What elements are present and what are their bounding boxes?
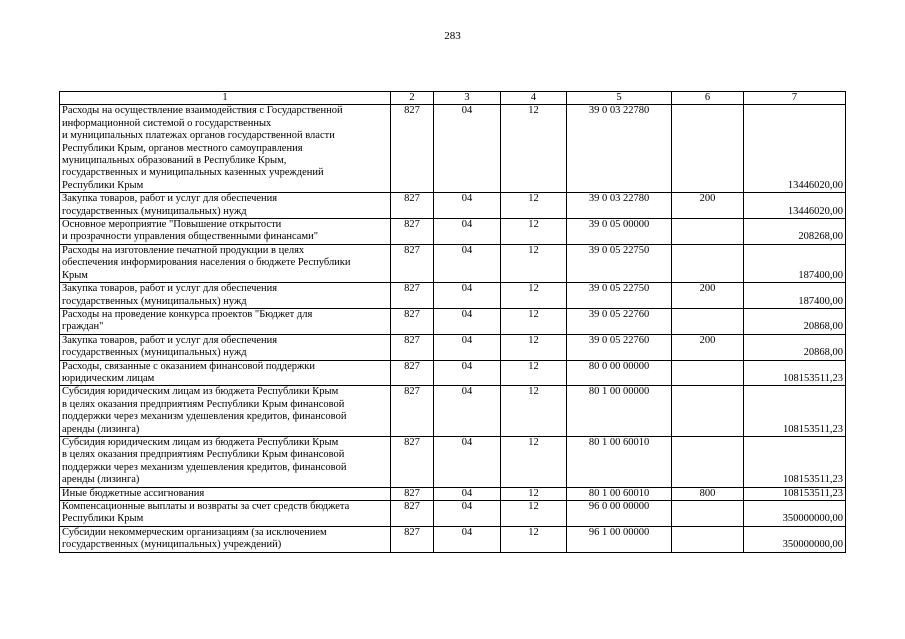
- subsection-code-cell: 12: [501, 244, 567, 282]
- target-article-cell: 39 0 05 22760: [567, 308, 672, 334]
- header-cell: 4: [501, 92, 567, 105]
- expense-name-cell: Иные бюджетные ассигнования: [60, 487, 391, 500]
- expense-name-cell: Расходы на осуществление взаимодействия с Государственной информационной системой о государственных и муниципальных платежах органов государственной власти Республики Крым, органов местного самоуправления муниципальных образований в Республике Крым, государственных и муниципальных казенных учреждений Республики Крым: [60, 105, 391, 193]
- amount-cell: 187400,00: [744, 244, 846, 282]
- expense-type-cell: [672, 244, 744, 282]
- subsection-code-cell: 12: [501, 501, 567, 527]
- target-article-cell: 96 0 00 00000: [567, 501, 672, 527]
- section-code-cell: 04: [434, 526, 501, 552]
- department-code-cell: 827: [391, 501, 434, 527]
- table-row: [60, 193, 846, 219]
- section-code-cell: 04: [434, 219, 501, 245]
- amount-cell: 108153511,23: [744, 360, 846, 386]
- header-cell: 3: [434, 92, 501, 105]
- subsection-code-cell: 12: [501, 193, 567, 219]
- target-article-cell: 39 0 03 22780: [567, 193, 672, 219]
- section-code-cell: 04: [434, 193, 501, 219]
- department-code-cell: 827: [391, 283, 434, 309]
- amount-cell: 350000000,00: [744, 501, 846, 527]
- department-code-cell: 827: [391, 360, 434, 386]
- amount-cell: 13446020,00: [744, 105, 846, 193]
- table-row: [60, 283, 846, 309]
- department-code-cell: 827: [391, 526, 434, 552]
- amount-cell: 20868,00: [744, 334, 846, 360]
- amount-cell: 108153511,23: [744, 386, 846, 437]
- subsection-code-cell: 12: [501, 360, 567, 386]
- subsection-code-cell: 12: [501, 105, 567, 193]
- target-article-cell: 80 1 00 00000: [567, 386, 672, 437]
- department-code-cell: 827: [391, 487, 434, 500]
- department-code-cell: 827: [391, 244, 434, 282]
- department-code-cell: 827: [391, 334, 434, 360]
- subsection-code-cell: 12: [501, 386, 567, 437]
- expense-name-cell: Расходы, связанные с оказанием финансовой поддержки юридическим лицам: [60, 360, 391, 386]
- amount-cell: 13446020,00: [744, 193, 846, 219]
- target-article-cell: 39 0 05 22750: [567, 244, 672, 282]
- amount-cell: 350000000,00: [744, 526, 846, 552]
- expense-type-cell: [672, 105, 744, 193]
- expense-type-cell: 200: [672, 334, 744, 360]
- subsection-code-cell: 12: [501, 334, 567, 360]
- expense-type-cell: [672, 386, 744, 437]
- section-code-cell: 04: [434, 360, 501, 386]
- target-article-cell: 39 0 05 00000: [567, 219, 672, 245]
- section-code-cell: 04: [434, 105, 501, 193]
- target-article-cell: 39 0 05 22750: [567, 283, 672, 309]
- table-row: [60, 334, 846, 360]
- expense-type-cell: [672, 526, 744, 552]
- expense-name-cell: Закупка товаров, работ и услуг для обеспечения государственных (муниципальных) нужд: [60, 334, 391, 360]
- expense-type-cell: 200: [672, 193, 744, 219]
- section-code-cell: 04: [434, 487, 501, 500]
- department-code-cell: 827: [391, 386, 434, 437]
- expense-type-cell: [672, 436, 744, 487]
- expense-name-cell: Субсидии некоммерческим организациям (за исключением государственных (муниципальных) учреждений): [60, 526, 391, 552]
- expense-name-cell: Субсидия юридическим лицам из бюджета Республики Крым в целях оказания предприятиям Республики Крым финансовой поддержки через механизм удешевления кредитов, финансовой аренды (лизинга): [60, 436, 391, 487]
- department-code-cell: 827: [391, 308, 434, 334]
- target-article-cell: 39 0 05 22760: [567, 334, 672, 360]
- expense-type-cell: 200: [672, 283, 744, 309]
- subsection-code-cell: 12: [501, 487, 567, 500]
- header-cell: 6: [672, 92, 744, 105]
- table-row: [60, 244, 846, 282]
- table-header-row: [60, 92, 846, 105]
- header-cell: 5: [567, 92, 672, 105]
- amount-cell: 187400,00: [744, 283, 846, 309]
- expense-type-cell: 800: [672, 487, 744, 500]
- target-article-cell: 39 0 03 22780: [567, 105, 672, 193]
- target-article-cell: 96 1 00 00000: [567, 526, 672, 552]
- table-row: [60, 386, 846, 437]
- amount-cell: 20868,00: [744, 308, 846, 334]
- section-code-cell: 04: [434, 501, 501, 527]
- department-code-cell: 827: [391, 193, 434, 219]
- target-article-cell: 80 1 00 60010: [567, 487, 672, 500]
- expense-type-cell: [672, 308, 744, 334]
- subsection-code-cell: 12: [501, 308, 567, 334]
- table-row: [60, 308, 846, 334]
- section-code-cell: 04: [434, 244, 501, 282]
- table-row: [60, 501, 846, 527]
- section-code-cell: 04: [434, 436, 501, 487]
- header-cell: 7: [744, 92, 846, 105]
- table-row: [60, 105, 846, 193]
- section-code-cell: 04: [434, 334, 501, 360]
- target-article-cell: 80 0 00 00000: [567, 360, 672, 386]
- expense-name-cell: Закупка товаров, работ и услуг для обеспечения государственных (муниципальных) нужд: [60, 193, 391, 219]
- budget-table: [59, 91, 846, 553]
- section-code-cell: 04: [434, 386, 501, 437]
- expense-name-cell: Расходы на проведение конкурса проектов "Бюджет для граждан": [60, 308, 391, 334]
- header-cell: 1: [60, 92, 391, 105]
- expense-type-cell: [672, 501, 744, 527]
- expense-type-cell: [672, 219, 744, 245]
- table-row: [60, 219, 846, 245]
- table-row: [60, 487, 846, 500]
- table-row: [60, 360, 846, 386]
- section-code-cell: 04: [434, 308, 501, 334]
- table-row: [60, 526, 846, 552]
- subsection-code-cell: 12: [501, 436, 567, 487]
- department-code-cell: 827: [391, 436, 434, 487]
- expense-name-cell: Основное мероприятие "Повышение открытости и прозрачности управления общественными финансами": [60, 219, 391, 245]
- department-code-cell: 827: [391, 219, 434, 245]
- expense-type-cell: [672, 360, 744, 386]
- target-article-cell: 80 1 00 60010: [567, 436, 672, 487]
- amount-cell: 108153511,23: [744, 487, 846, 500]
- expense-name-cell: Закупка товаров, работ и услуг для обеспечения государственных (муниципальных) нужд: [60, 283, 391, 309]
- amount-cell: 208268,00: [744, 219, 846, 245]
- subsection-code-cell: 12: [501, 283, 567, 309]
- expense-name-cell: Субсидия юридическим лицам из бюджета Республики Крым в целях оказания предприятиям Республики Крым финансовой поддержки через механизм удешевления кредитов, финансовой аренды (лизинга): [60, 386, 391, 437]
- header-cell: 2: [391, 92, 434, 105]
- department-code-cell: 827: [391, 105, 434, 193]
- expense-name-cell: Компенсационные выплаты и возвраты за счет средств бюджета Республики Крым: [60, 501, 391, 527]
- section-code-cell: 04: [434, 283, 501, 309]
- amount-cell: 108153511,23: [744, 436, 846, 487]
- table-row: [60, 436, 846, 487]
- subsection-code-cell: 12: [501, 526, 567, 552]
- expense-name-cell: Расходы на изготовление печатной продукции в целях обеспечения информирования населения о бюджете Республики Крым: [60, 244, 391, 282]
- page-number: 283: [444, 30, 461, 42]
- subsection-code-cell: 12: [501, 219, 567, 245]
